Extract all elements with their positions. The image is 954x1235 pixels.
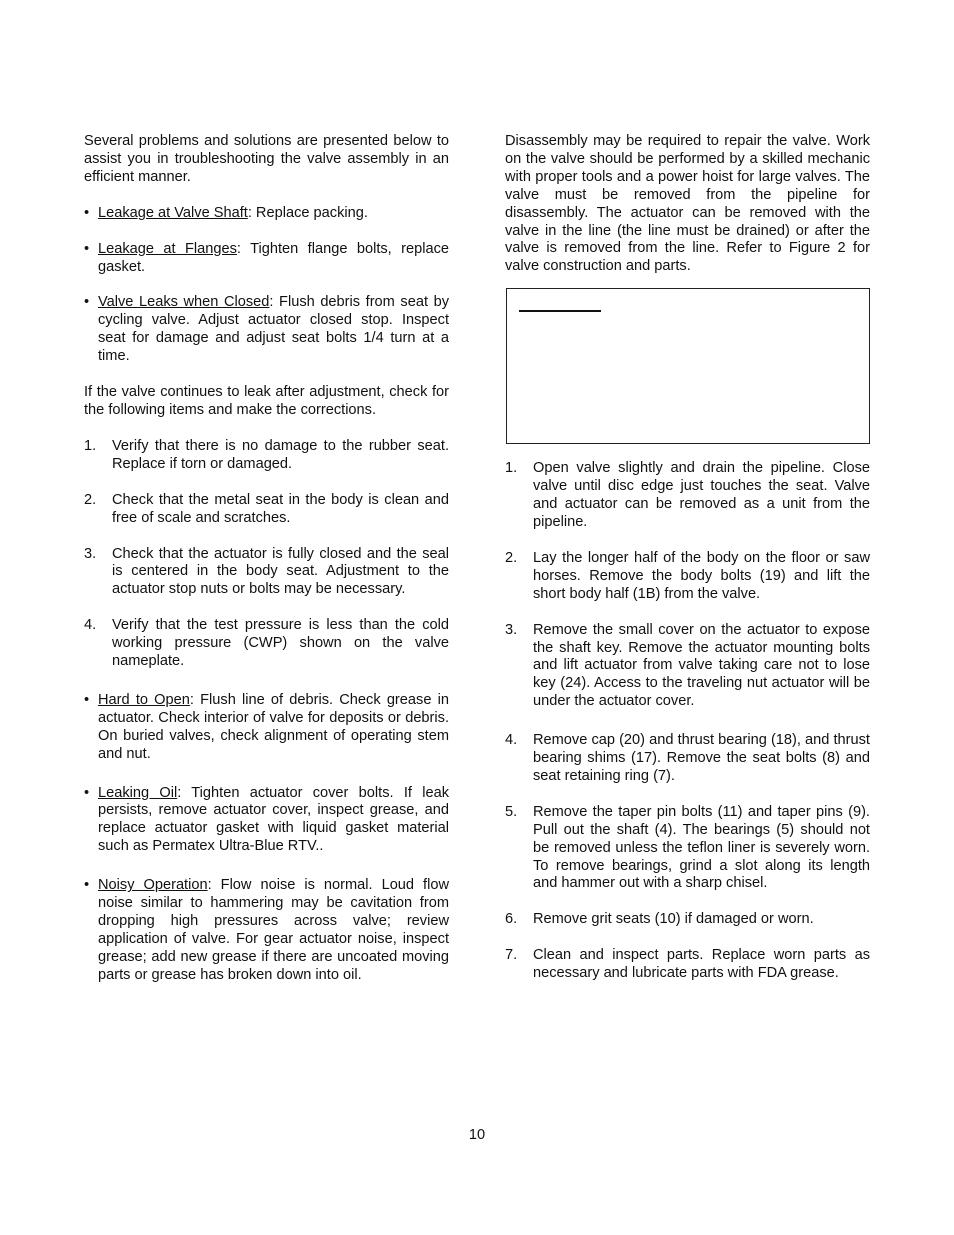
check-item: [84, 617, 449, 671]
check-number: 3.: [84, 545, 97, 562]
bullet-dot: •: [84, 240, 90, 257]
check-number: 2.: [84, 491, 97, 508]
bullet-term: Leaking Oil: [98, 784, 178, 801]
check-number: 4.: [84, 617, 97, 634]
check-text: Verify that the test pressure is less than the cold working pressure (CWP) shown on the valve nameplate.: [112, 617, 449, 670]
step-text: Remove grit seats (10) if damaged or worn.: [533, 911, 814, 928]
bullet-item: [84, 241, 449, 277]
check-item: [84, 492, 449, 528]
step-item: [505, 622, 870, 712]
disassembly-intro: Disassembly may be required to repair the valve. Work on the valve should be performed by a skilled mechanic with proper tools and a power hoist for large valves. The valve must be removed from the pipeline for disassembly. The actuator can be removed with the valve in the line (the line must be drained) or after the valve is removed from the line. Refer to Figure 2 for valve construction and parts.: [505, 133, 870, 275]
step-number: 4.: [505, 732, 518, 749]
step-number: 7.: [505, 947, 518, 964]
bullet-term: Noisy Operation: [98, 877, 208, 894]
bullet-dot: •: [84, 204, 90, 221]
step-text: Remove the taper pin bolts (11) and taper pins (9). Pull out the shaft (4). The bearings (5) should not be removed unless the teflon liner is severely worn. To remove bearings, grind a slot along its length and hammer out with a sharp chisel.: [533, 803, 870, 892]
bullet-text: : Flow noise is normal. Loud flow noise similar to hammering may be cavitation from dropping high pressures across valve; review application of valve. For gear actuator noise, inspect grease; add new grease if there are uncoated moving parts or grease has broken down into oil.: [98, 877, 450, 983]
check-text: Check that the actuator is fully closed and the seal is centered in the body seat. Adjustment to the actuator stop nuts or bolts may be necessary.: [112, 545, 449, 598]
bullet-item: [84, 877, 449, 984]
step-item: [505, 947, 870, 983]
step-number: 3.: [505, 621, 518, 638]
page-number: 10: [468, 1127, 486, 1143]
step-number: 2.: [505, 549, 518, 566]
bullet-text: : Flush debris from seat by cycling valve. Adjust actuator closed stop. Inspect seat for damage and adjust seat bolts 1/4 turn at a time.: [98, 294, 449, 365]
step-text: Remove cap (20) and thrust bearing (18), and thrust bearing shims (17). Remove the seat bolts (8) and seat retaining ring (7).: [533, 732, 870, 784]
continue-paragraph: If the valve continues to leak after adjustment, check for the following items and make the corrections.: [84, 384, 449, 418]
check-text: Check that the metal seat in the body is clean and free of scale and scratches.: [112, 491, 449, 526]
step-number: 1.: [505, 460, 518, 477]
bullet-term: Hard to Open: [98, 691, 190, 708]
bullet-item: [84, 785, 449, 857]
bullet-text: : Replace packing.: [247, 204, 368, 221]
step-item: [505, 804, 870, 894]
bullet-dot: •: [84, 877, 90, 894]
bullet-term: Valve Leaks when Closed: [98, 294, 270, 311]
bullet-dot: •: [84, 784, 90, 801]
bullet-term: Leakage at Flanges: [98, 240, 237, 257]
note-heading-rule: [519, 310, 601, 312]
bullet-text: : Flush line of debris. Check grease in actuator. Check interior of valve for deposits or debris. On buried valves, check alignment of operating stem and nut.: [98, 691, 449, 762]
step-text: Lay the longer half of the body on the floor or saw horses. Remove the body bolts (19) and lift the short body half (1B) from the valve.: [533, 549, 870, 602]
step-text: Open valve slightly and drain the pipeline. Close valve until disc edge just touches the seat. Valve and actuator can be removed as a unit from the pipeline.: [533, 460, 870, 530]
step-item: [505, 911, 870, 929]
check-text: Verify that there is no damage to the rubber seat. Replace if torn or damaged.: [112, 437, 449, 472]
bullet-term: Leakage at Valve Shaft: [98, 204, 248, 221]
bullet-item: [84, 294, 449, 366]
bullet-dot: •: [84, 294, 90, 311]
step-item: [505, 732, 870, 786]
bullet-text: : Tighten actuator cover bolts. If leak persists, remove actuator cover, inspect grease, and replace actuator gasket with liquid gasket material such as Permatex Ultra-Blue RTV..: [98, 784, 449, 855]
check-item: [84, 546, 449, 600]
note-box: [506, 288, 870, 444]
step-text: Remove the small cover on the actuator to expose the shaft key. Remove the actuator mounting bolts and lift actuator from valve taking care not to lose key (24). Access to the traveling nut actuator will be under the actuator cover.: [533, 621, 870, 710]
check-number: 1.: [84, 437, 97, 454]
bullet-text: : Tighten flange bolts, replace gasket.: [98, 240, 450, 275]
bullet-dot: •: [84, 691, 90, 708]
right-column: [505, 133, 870, 1001]
step-number: 5.: [505, 803, 518, 820]
bullet-item: [84, 205, 449, 223]
step-number: 6.: [505, 911, 518, 928]
troubleshooting-intro: Several problems and solutions are presented below to assist you in troubleshooting the valve assembly in an efficient manner.: [84, 133, 449, 185]
step-text: Clean and inspect parts. Replace worn parts as necessary and lubricate parts with FDA grease.: [533, 947, 870, 982]
left-column: [84, 133, 449, 1003]
step-item: [505, 460, 870, 532]
bullet-item: [84, 692, 449, 764]
step-item: [505, 550, 870, 604]
check-item: [84, 438, 449, 474]
